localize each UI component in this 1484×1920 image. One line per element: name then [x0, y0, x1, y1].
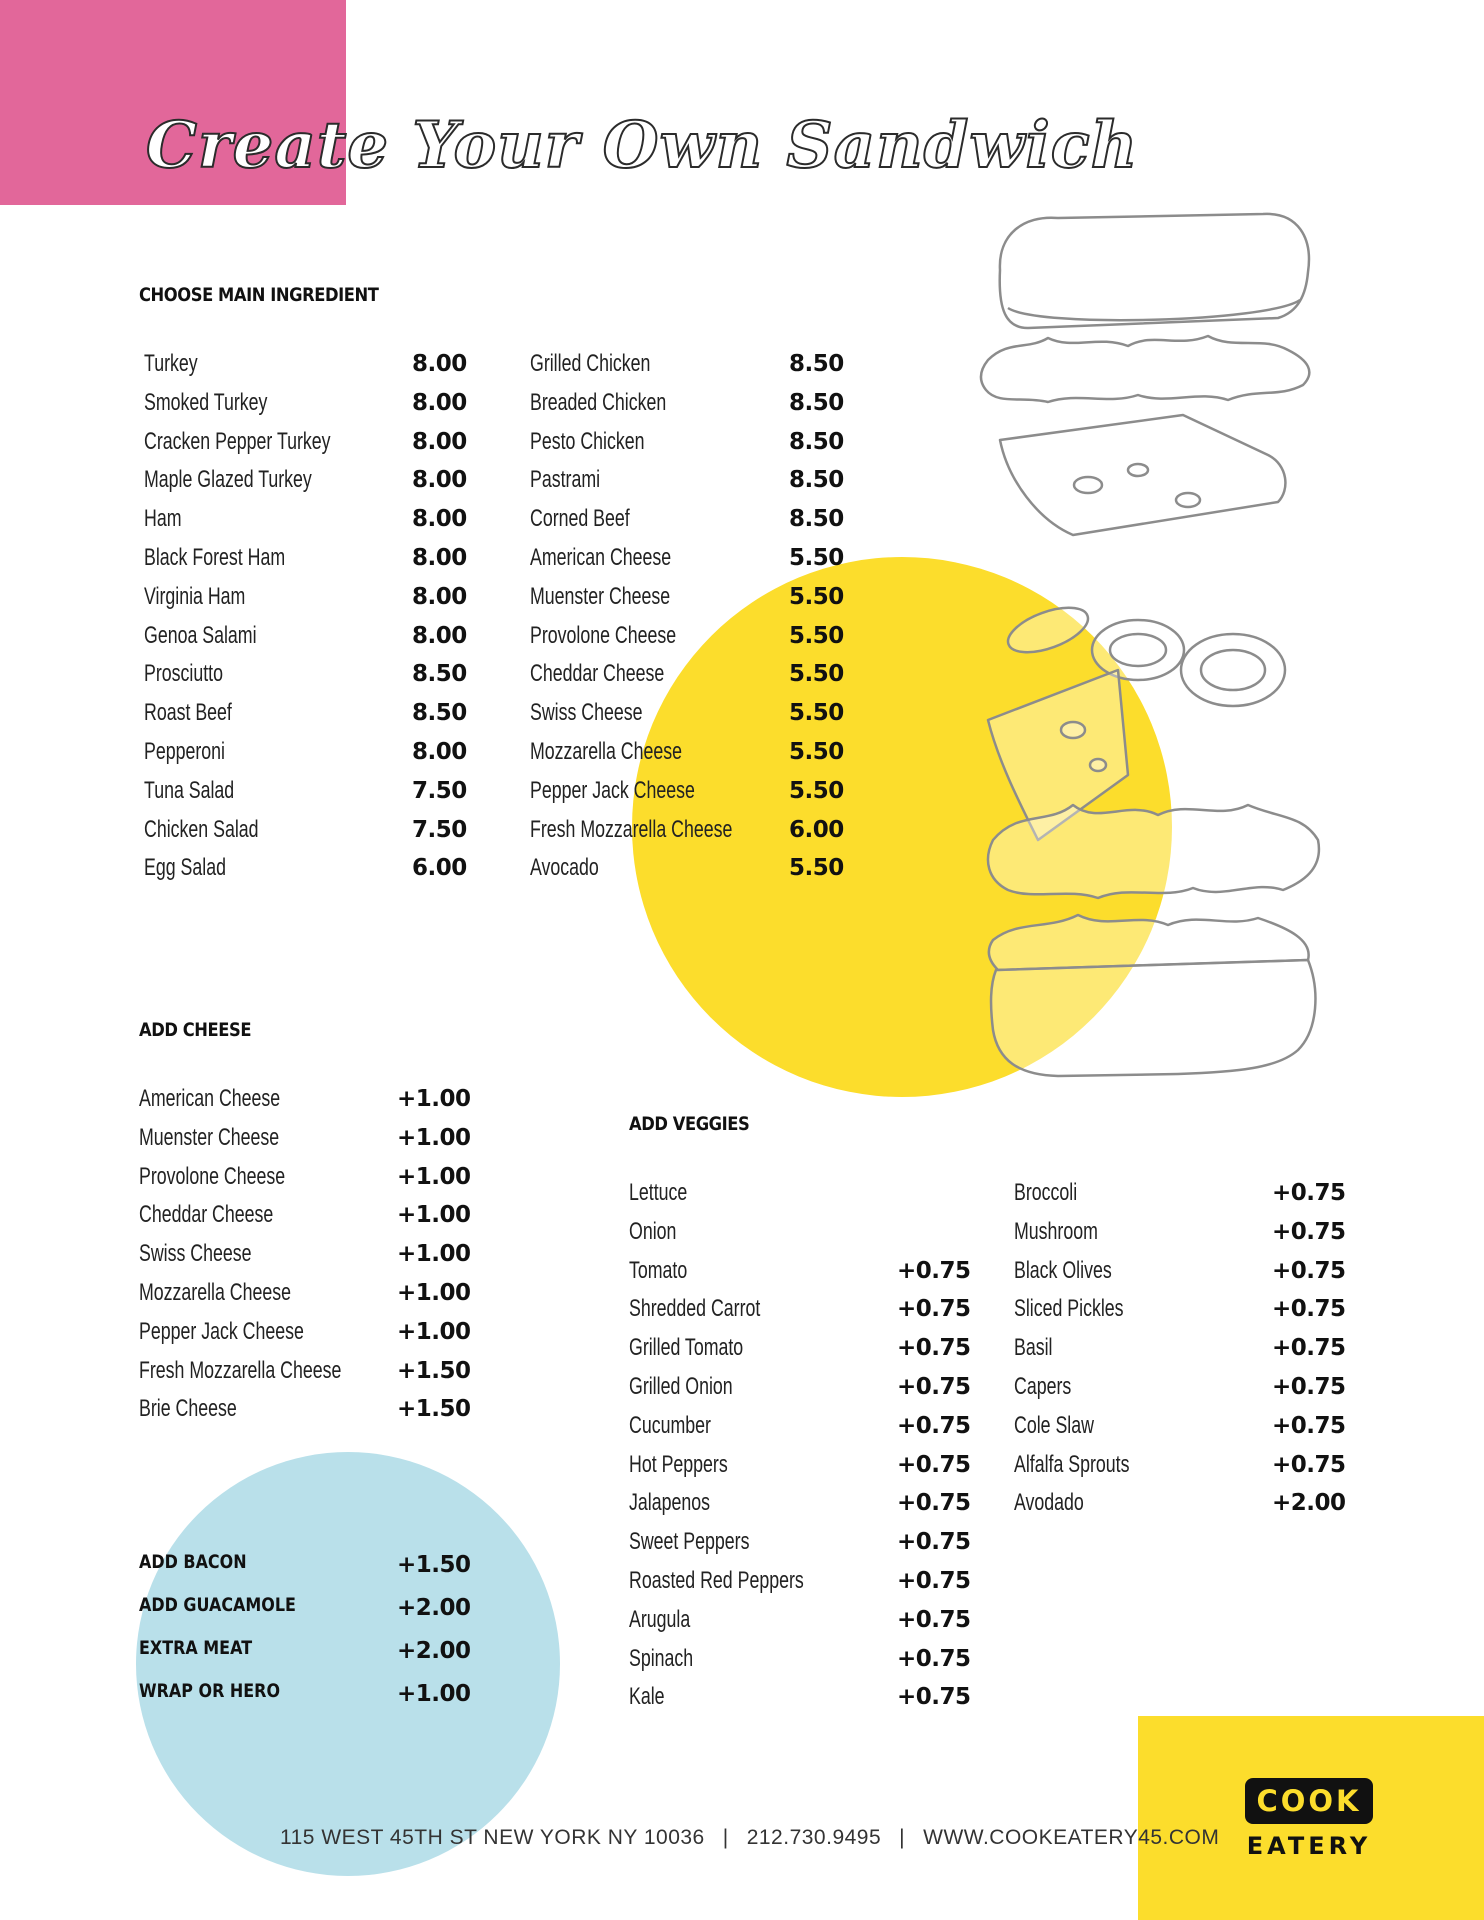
- item-name: Kale: [629, 1683, 665, 1711]
- item-price: 8.50: [789, 351, 844, 377]
- item-name: Egg Salad: [144, 854, 226, 882]
- item-price: +1.50: [397, 1357, 471, 1384]
- item-name: Shredded Carrot: [629, 1295, 761, 1323]
- list-item: [530, 811, 860, 850]
- extras-list: [139, 1542, 469, 1714]
- item-name: Arugula: [629, 1605, 691, 1633]
- list-item: [1014, 1213, 1344, 1252]
- item-price: +1.00: [397, 1202, 471, 1229]
- item-name: Turkey: [144, 350, 198, 377]
- item-price: +0.75: [1272, 1451, 1346, 1478]
- item-name: Brie Cheese: [139, 1395, 237, 1423]
- item-price: +1.50: [397, 1396, 471, 1423]
- item-price: 8.50: [412, 661, 467, 688]
- list-item: [144, 772, 474, 811]
- item-name: Hot Peppers: [629, 1450, 728, 1478]
- extra-name: ADD BACON: [139, 1551, 247, 1573]
- list-item: [139, 1119, 469, 1158]
- item-name: Roasted Red Peppers: [629, 1566, 804, 1594]
- item-name: Avocado: [530, 854, 599, 882]
- item-name: Swiss Cheese: [139, 1240, 252, 1268]
- list-item: [530, 694, 860, 733]
- item-name: Black Forest Ham: [144, 543, 286, 571]
- list-item: [1014, 1484, 1344, 1523]
- list-item: [139, 1313, 469, 1352]
- list-item: [144, 849, 474, 888]
- list-item: [144, 461, 474, 500]
- item-price: 8.50: [789, 389, 844, 416]
- item-name: Avodado: [1014, 1489, 1084, 1517]
- list-item: [1014, 1368, 1344, 1407]
- item-name: Sliced Pickles: [1014, 1295, 1124, 1323]
- item-name: Grilled Chicken: [530, 350, 651, 377]
- list-item: [139, 1352, 469, 1391]
- veggies-list-1: [629, 1174, 971, 1717]
- item-name: Jalapenos: [629, 1489, 710, 1517]
- extra-name: ADD GUACAMOLE: [139, 1594, 296, 1616]
- item-name: Cole Slaw: [1014, 1411, 1094, 1439]
- logo-eatery: EATERY: [1246, 1832, 1372, 1860]
- item-price: 5.50: [789, 544, 844, 571]
- item-name: Mozzarella Cheese: [139, 1278, 292, 1306]
- list-item: [144, 384, 474, 423]
- item-price: +1.00: [397, 1279, 471, 1306]
- item-name: American Cheese: [139, 1085, 281, 1112]
- item-name: Tomato: [629, 1256, 688, 1284]
- item-name: Virginia Ham: [144, 582, 246, 610]
- list-item: [139, 1671, 469, 1714]
- item-price: +0.75: [1272, 1257, 1346, 1284]
- item-name: Cheddar Cheese: [139, 1201, 274, 1229]
- item-name: Chicken Salad: [144, 815, 259, 843]
- item-name: Prosciutto: [144, 660, 223, 688]
- item-name: Pepper Jack Cheese: [530, 776, 695, 804]
- item-name: Roast Beef: [144, 699, 232, 727]
- item-price: +0.75: [1272, 1180, 1346, 1206]
- list-item: [139, 1628, 469, 1671]
- list-item: [629, 1640, 971, 1679]
- item-name: Breaded Chicken: [530, 388, 667, 416]
- item-name: Mozzarella Cheese: [530, 737, 683, 765]
- item-name: Fresh Mozzarella Cheese: [139, 1356, 342, 1384]
- item-name: Pastrami: [530, 466, 601, 494]
- item-price: +0.75: [897, 1296, 971, 1323]
- item-name: American Cheese: [530, 543, 672, 571]
- list-item: [139, 1235, 469, 1274]
- extra-price: +1.50: [397, 1552, 471, 1578]
- item-price: 5.50: [789, 777, 844, 804]
- item-name: Provolone Cheese: [530, 621, 677, 649]
- item-name: Basil: [1014, 1334, 1053, 1362]
- item-price: +1.00: [397, 1163, 471, 1190]
- list-item: [1014, 1407, 1344, 1446]
- list-item: [144, 423, 474, 462]
- footer-separator: |: [899, 1826, 906, 1849]
- item-price: +0.75: [897, 1412, 971, 1439]
- item-price: 6.00: [789, 816, 844, 843]
- item-name: Provolone Cheese: [139, 1162, 286, 1190]
- item-price: 5.50: [789, 661, 844, 688]
- list-item: [530, 733, 860, 772]
- list-item: [139, 1390, 469, 1429]
- item-name: Pesto Chicken: [530, 427, 645, 455]
- item-name: Muenster Cheese: [139, 1123, 280, 1151]
- item-name: Capers: [1014, 1372, 1072, 1400]
- item-price: +2.00: [1272, 1490, 1346, 1517]
- list-item: [144, 500, 474, 539]
- list-item: [139, 1585, 469, 1628]
- item-price: 8.50: [789, 506, 844, 533]
- item-price: 8.00: [412, 622, 467, 649]
- footer-address: 115 WEST 45TH ST NEW YORK NY 10036: [280, 1826, 705, 1849]
- footer-phone[interactable]: 212.730.9495: [746, 1826, 882, 1849]
- list-item: [629, 1174, 959, 1213]
- item-name: Lettuce: [629, 1179, 688, 1206]
- list-item: [530, 423, 860, 462]
- item-price: +0.75: [1272, 1296, 1346, 1323]
- item-price: 8.50: [412, 700, 467, 727]
- sandwich-illustration-icon: [978, 200, 1328, 1090]
- list-item: [144, 578, 474, 617]
- item-price: +0.75: [1272, 1335, 1346, 1362]
- list-item: [139, 1196, 469, 1235]
- page-title: Create Your Own Sandwich: [146, 108, 1139, 183]
- item-name: Smoked Turkey: [144, 388, 268, 416]
- item-name: Onion: [629, 1217, 677, 1245]
- item-name: Cheddar Cheese: [530, 660, 665, 688]
- list-item: [629, 1446, 971, 1485]
- list-item: [629, 1252, 971, 1291]
- item-name: Maple Glazed Turkey: [144, 466, 312, 494]
- item-name: Cracken Pepper Turkey: [144, 427, 331, 455]
- item-name: Corned Beef: [530, 505, 630, 533]
- list-item: [629, 1290, 971, 1329]
- item-price: +0.75: [897, 1529, 971, 1556]
- item-name: Sweet Peppers: [629, 1528, 750, 1556]
- list-item: [629, 1523, 971, 1562]
- list-item: [1014, 1174, 1344, 1213]
- list-item: [530, 617, 860, 656]
- item-name: Cucumber: [629, 1411, 711, 1439]
- item-price: +1.00: [397, 1124, 471, 1151]
- item-name: Spinach: [629, 1644, 694, 1672]
- item-price: +0.75: [1272, 1373, 1346, 1400]
- list-item: [530, 539, 860, 578]
- item-price: 8.00: [412, 467, 467, 494]
- item-name: Mushroom: [1014, 1217, 1098, 1245]
- list-item: [144, 655, 474, 694]
- item-price: +0.75: [897, 1567, 971, 1594]
- list-item: [530, 578, 860, 617]
- item-price: 8.00: [412, 738, 467, 765]
- item-name: Muenster Cheese: [530, 582, 671, 610]
- item-name: Broccoli: [1014, 1179, 1078, 1206]
- list-item: [530, 384, 860, 423]
- list-item: [629, 1368, 971, 1407]
- item-price: 8.50: [789, 467, 844, 494]
- item-name: Tuna Salad: [144, 776, 235, 804]
- item-price: +0.75: [897, 1257, 971, 1284]
- item-name: Black Olives: [1014, 1256, 1112, 1284]
- item-price: 8.00: [412, 389, 467, 416]
- extra-name: WRAP OR HERO: [139, 1680, 281, 1702]
- item-price: 8.50: [789, 428, 844, 455]
- list-item: [144, 345, 474, 384]
- list-item: [530, 655, 860, 694]
- list-item: [144, 811, 474, 850]
- item-price: 8.00: [412, 428, 467, 455]
- list-item: [629, 1407, 971, 1446]
- list-item: [629, 1678, 971, 1717]
- item-price: 5.50: [789, 622, 844, 649]
- extra-price: +2.00: [397, 1638, 471, 1664]
- list-item: [629, 1329, 971, 1368]
- main-ingredient-heading: CHOOSE MAIN INGREDIENT: [139, 284, 379, 306]
- list-item: [139, 1274, 469, 1313]
- item-name: Pepperoni: [144, 737, 225, 765]
- item-price: +1.00: [397, 1241, 471, 1268]
- list-item: [629, 1484, 971, 1523]
- list-item: [530, 772, 860, 811]
- list-item: [139, 1542, 469, 1585]
- list-item: [144, 694, 474, 733]
- item-name: Fresh Mozzarella Cheese: [530, 815, 733, 843]
- main-ingredient-list-1: [144, 345, 474, 888]
- extra-price: +2.00: [397, 1595, 471, 1621]
- item-name: Alfalfa Sprouts: [1014, 1450, 1130, 1478]
- list-item: [629, 1601, 971, 1640]
- veggies-list-2: [1014, 1174, 1344, 1523]
- item-price: 5.50: [789, 738, 844, 765]
- add-cheese-list: [139, 1080, 469, 1429]
- list-item: [629, 1213, 959, 1252]
- list-item: [1014, 1446, 1344, 1485]
- list-item: [1014, 1329, 1344, 1368]
- item-price: +0.75: [1272, 1412, 1346, 1439]
- logo-cook: COOK: [1245, 1778, 1373, 1824]
- item-price: 7.50: [412, 816, 467, 843]
- item-name: Genoa Salami: [144, 621, 257, 649]
- item-name: Swiss Cheese: [530, 699, 643, 727]
- item-price: +1.00: [397, 1318, 471, 1345]
- list-item: [530, 461, 860, 500]
- item-price: +0.75: [897, 1335, 971, 1362]
- main-ingredient-list-2: [530, 345, 860, 888]
- item-price: +0.75: [1272, 1218, 1346, 1245]
- item-name: Grilled Onion: [629, 1372, 733, 1400]
- item-name: Ham: [144, 505, 182, 533]
- item-price: +0.75: [897, 1606, 971, 1633]
- item-name: Pepper Jack Cheese: [139, 1317, 304, 1345]
- list-item: [139, 1158, 469, 1197]
- item-price: 5.50: [789, 855, 844, 882]
- item-name: Grilled Tomato: [629, 1334, 744, 1362]
- item-price: 8.00: [412, 583, 467, 610]
- item-price: +0.75: [897, 1645, 971, 1672]
- list-item: [1014, 1252, 1344, 1291]
- extra-price: +1.00: [397, 1681, 471, 1707]
- item-price: 6.00: [412, 855, 467, 882]
- footer-contact: [280, 1826, 1219, 1850]
- item-price: 5.50: [789, 583, 844, 610]
- item-price: +0.75: [897, 1373, 971, 1400]
- footer-separator: |: [722, 1826, 729, 1849]
- list-item: [144, 539, 474, 578]
- item-price: +0.75: [897, 1490, 971, 1517]
- list-item: [530, 849, 860, 888]
- list-item: [629, 1562, 971, 1601]
- list-item: [144, 733, 474, 772]
- extra-name: EXTRA MEAT: [139, 1637, 253, 1659]
- list-item: [530, 345, 860, 384]
- list-item: [530, 500, 860, 539]
- item-price: +1.00: [397, 1086, 471, 1112]
- add-veggies-heading: ADD VEGGIES: [629, 1113, 750, 1135]
- item-price: 8.00: [412, 544, 467, 571]
- item-price: 5.50: [789, 700, 844, 727]
- item-price: 8.00: [412, 351, 467, 377]
- item-price: 7.50: [412, 777, 467, 804]
- item-price: +0.75: [897, 1451, 971, 1478]
- list-item: [139, 1080, 469, 1119]
- add-cheese-heading: ADD CHEESE: [139, 1019, 252, 1041]
- footer-website-link[interactable]: WWW.COOKEATERY45.COM: [923, 1826, 1220, 1849]
- list-item: [1014, 1290, 1344, 1329]
- item-price: 8.00: [412, 506, 467, 533]
- item-price: +0.75: [897, 1684, 971, 1711]
- list-item: [144, 617, 474, 656]
